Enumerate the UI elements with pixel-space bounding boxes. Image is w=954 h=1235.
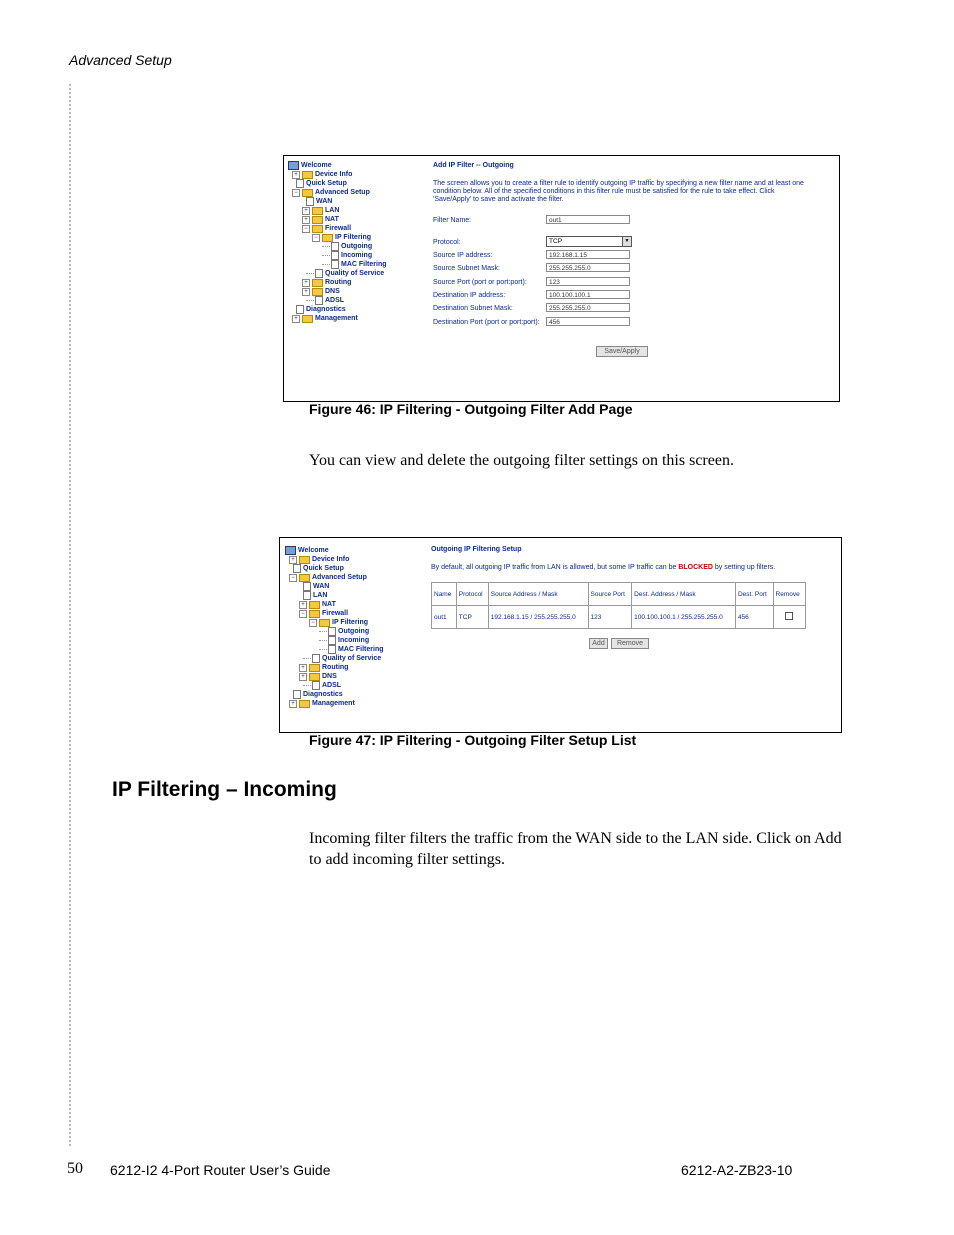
- folder-icon: [309, 673, 320, 681]
- page-icon: [293, 690, 301, 699]
- table-row: [432, 606, 806, 629]
- tree-item-routing[interactable]: + Routing: [302, 278, 351, 287]
- cell-source: 192.168.1.15 / 255.255.255.0: [488, 606, 588, 629]
- page-icon: [331, 251, 339, 260]
- tree-item-wan[interactable]: WAN: [306, 197, 332, 206]
- folder-icon: [309, 601, 320, 609]
- page-number: 50: [67, 1160, 83, 1177]
- col-protocol: Protocol: [456, 583, 488, 606]
- dest-mask-label: Destination Subnet Mask:: [433, 305, 513, 312]
- folder-icon: [319, 619, 330, 627]
- tree-item-welcome[interactable]: Welcome: [288, 161, 332, 170]
- tree-item-dns[interactable]: + DNS: [302, 287, 340, 296]
- filter-name-input[interactable]: out1: [546, 215, 630, 224]
- tree-item-advanced-setup[interactable]: − Advanced Setup: [292, 188, 370, 197]
- folder-icon: [322, 234, 333, 242]
- expand-icon[interactable]: +: [289, 556, 297, 564]
- dest-port-label: Destination Port (port or port:port):: [433, 319, 540, 326]
- source-mask-input[interactable]: 255.255.255.0: [546, 263, 630, 272]
- dest-mask-input[interactable]: 255.255.255.0: [546, 303, 630, 312]
- tree-item-quick-setup[interactable]: Quick Setup: [296, 179, 347, 188]
- figure-47-screenshot: [279, 537, 842, 733]
- panel-description: By default, all outgoing IP traffic from LAN is allowed, but some IP traffic can be BLOCKED by setting up filters.: [431, 564, 776, 571]
- col-remove: Remove: [773, 583, 805, 606]
- page-icon: [303, 591, 311, 600]
- footer-guide-title: 6212-I2 4-Port Router User’s Guide: [110, 1162, 331, 1178]
- add-button[interactable]: Add: [589, 638, 608, 649]
- page-icon: [331, 242, 339, 251]
- dest-ip-input[interactable]: 100.100.100.1: [546, 290, 630, 299]
- expand-icon[interactable]: +: [302, 288, 310, 296]
- tree-item-lan[interactable]: LAN: [303, 591, 327, 600]
- expand-icon[interactable]: +: [299, 601, 307, 609]
- cell-dest: 100.100.100.1 / 255.255.255.0: [632, 606, 736, 629]
- tree-item-nat[interactable]: + NAT: [302, 215, 339, 224]
- paragraph-incoming: Incoming filter filters the traffic from the WAN side to the LAN side. Click on Add to add incoming filter settings.: [309, 830, 842, 868]
- expand-icon[interactable]: +: [292, 171, 300, 179]
- protocol-select-value: TCP: [549, 238, 562, 245]
- section-heading: IP Filtering – Incoming: [112, 778, 337, 801]
- folder-icon: [299, 574, 310, 582]
- col-name: Name: [432, 583, 457, 606]
- dest-ip-label: Destination IP address:: [433, 292, 506, 299]
- tree-item-device-info[interactable]: + Device Info: [292, 170, 352, 179]
- footer-doc-number: 6212-A2-ZB23-10: [681, 1162, 793, 1178]
- monitor-icon: [285, 546, 296, 555]
- tree-item-firewall[interactable]: − Firewall: [299, 609, 348, 618]
- cell-name: out1: [432, 606, 457, 629]
- blocked-text: BLOCKED: [678, 564, 713, 571]
- source-ip-label: Source IP address:: [433, 252, 493, 259]
- figure-46-screenshot: [283, 155, 840, 402]
- tree-item-ip-filtering[interactable]: − IP Filtering: [312, 233, 371, 242]
- tree-item-diagnostics[interactable]: Diagnostics: [296, 305, 346, 314]
- source-ip-input[interactable]: 192.168.1.15: [546, 250, 630, 259]
- figure-46-caption: Figure 46: IP Filtering - Outgoing Filter Add Page: [309, 401, 633, 417]
- page-icon: [315, 269, 323, 278]
- cell-remove: [773, 606, 805, 629]
- page-icon: [328, 627, 336, 636]
- folder-icon: [309, 610, 320, 618]
- tree-item-incoming[interactable]: Incoming: [322, 251, 372, 260]
- expand-icon[interactable]: +: [302, 279, 310, 287]
- figure-47-caption: Figure 47: IP Filtering - Outgoing Filter Setup List: [309, 732, 637, 748]
- filter-name-label: Filter Name:: [433, 217, 472, 224]
- dest-port-input[interactable]: 456: [546, 317, 630, 326]
- col-dest-address: Dest. Address / Mask: [632, 583, 736, 606]
- page-icon: [303, 582, 311, 591]
- tree-item-device-info[interactable]: + Device Info: [289, 555, 349, 564]
- tree-item-ip-filtering[interactable]: − IP Filtering: [309, 618, 368, 627]
- page-icon: [293, 564, 301, 573]
- cell-dest-port: 456: [735, 606, 773, 629]
- tree-item-routing[interactable]: + Routing: [299, 663, 348, 672]
- tree-item-advanced-setup[interactable]: − Advanced Setup: [289, 573, 367, 582]
- nav-tree: [288, 161, 428, 331]
- tree-item-firewall[interactable]: − Firewall: [302, 224, 351, 233]
- paragraph-outgoing: You can view and delete the outgoing filter settings on this screen.: [309, 452, 734, 469]
- tree-item-lan[interactable]: + LAN: [302, 206, 339, 215]
- panel-description: The screen allows you to create a filter rule to identify outgoing IP traffic by specifying a new filter name and at least one condition below. All of the specified conditions in this filter rule must be satisfied for the rule to take effect. Click 'Save/Apply' to save and activate the filter.: [433, 180, 804, 203]
- collapse-icon[interactable]: −: [312, 234, 320, 242]
- collapse-icon[interactable]: −: [289, 574, 297, 582]
- protocol-label: Protocol:: [433, 239, 461, 246]
- page-icon: [296, 179, 304, 188]
- tree-item-qos[interactable]: Quality of Service: [306, 269, 384, 278]
- save-apply-button[interactable]: Save/Apply: [596, 346, 648, 357]
- folder-icon: [309, 664, 320, 672]
- source-port-input[interactable]: 123: [546, 277, 630, 286]
- collapse-icon[interactable]: −: [299, 610, 307, 618]
- folder-icon: [302, 189, 313, 197]
- tree-item-nat[interactable]: + NAT: [299, 600, 336, 609]
- tree-item-dns[interactable]: + DNS: [299, 672, 337, 681]
- tree-item-mac-filtering[interactable]: MAC Filtering: [322, 260, 387, 269]
- tree-item-management[interactable]: + Management: [289, 699, 355, 708]
- folder-icon: [299, 700, 310, 708]
- folder-icon: [312, 288, 323, 296]
- folder-icon: [312, 279, 323, 287]
- tree-item-quick-setup[interactable]: Quick Setup: [293, 564, 344, 573]
- page-icon: [315, 296, 323, 305]
- collapse-icon[interactable]: −: [309, 619, 317, 627]
- tree-item-mac-filtering[interactable]: MAC Filtering: [319, 645, 384, 654]
- remove-button[interactable]: Remove: [611, 638, 649, 649]
- table-header-row: [432, 583, 806, 606]
- panel-title: Outgoing IP Filtering Setup: [431, 546, 522, 553]
- page-icon: [328, 636, 336, 645]
- page-icon: [312, 654, 320, 663]
- folder-icon: [312, 216, 323, 224]
- expand-icon[interactable]: +: [289, 700, 297, 708]
- folder-icon: [302, 171, 313, 179]
- page-icon: [296, 305, 304, 314]
- source-mask-label: Source Subnet Mask:: [433, 265, 500, 272]
- margin-rule: [69, 84, 71, 1146]
- cell-source-port: 123: [588, 606, 632, 629]
- running-head: Advanced Setup: [69, 52, 172, 68]
- page-icon: [331, 260, 339, 269]
- tree-item-qos[interactable]: Quality of Service: [303, 654, 381, 663]
- col-source-address: Source Address / Mask: [488, 583, 588, 606]
- page-icon: [328, 645, 336, 654]
- expand-icon[interactable]: +: [292, 315, 300, 323]
- folder-icon: [312, 225, 323, 233]
- source-port-label: Source Port (port or port:port):: [433, 279, 527, 286]
- tree-item-wan[interactable]: WAN: [303, 582, 329, 591]
- panel-title: Add IP Filter -- Outgoing: [433, 162, 514, 169]
- folder-icon: [312, 207, 323, 215]
- page-icon: [312, 681, 320, 690]
- expand-icon[interactable]: +: [299, 673, 307, 681]
- tree-item-management[interactable]: + Management: [292, 314, 358, 323]
- expand-icon[interactable]: +: [299, 664, 307, 672]
- collapse-icon[interactable]: −: [302, 225, 310, 233]
- tree-item-outgoing[interactable]: Outgoing: [319, 627, 369, 636]
- tree-item-welcome[interactable]: Welcome: [285, 546, 329, 555]
- col-source-port: Source Port: [588, 583, 632, 606]
- filter-table: [431, 582, 806, 629]
- chevron-down-icon: ▼: [622, 237, 631, 246]
- nav-tree: [285, 546, 425, 716]
- protocol-select[interactable]: [546, 236, 632, 247]
- expand-icon[interactable]: +: [302, 216, 310, 224]
- monitor-icon: [288, 161, 299, 170]
- collapse-icon[interactable]: −: [292, 189, 300, 197]
- col-dest-port: Dest. Port: [735, 583, 773, 606]
- tree-item-adsl[interactable]: ADSL: [303, 681, 341, 690]
- folder-icon: [302, 315, 313, 323]
- page-icon: [306, 197, 314, 206]
- remove-checkbox[interactable]: [785, 612, 793, 620]
- tree-item-outgoing[interactable]: Outgoing: [322, 242, 372, 251]
- tree-item-diagnostics[interactable]: Diagnostics: [293, 690, 343, 699]
- tree-item-incoming[interactable]: Incoming: [319, 636, 369, 645]
- expand-icon[interactable]: +: [302, 207, 310, 215]
- cell-protocol: TCP: [456, 606, 488, 629]
- folder-icon: [299, 556, 310, 564]
- tree-item-adsl[interactable]: ADSL: [306, 296, 344, 305]
